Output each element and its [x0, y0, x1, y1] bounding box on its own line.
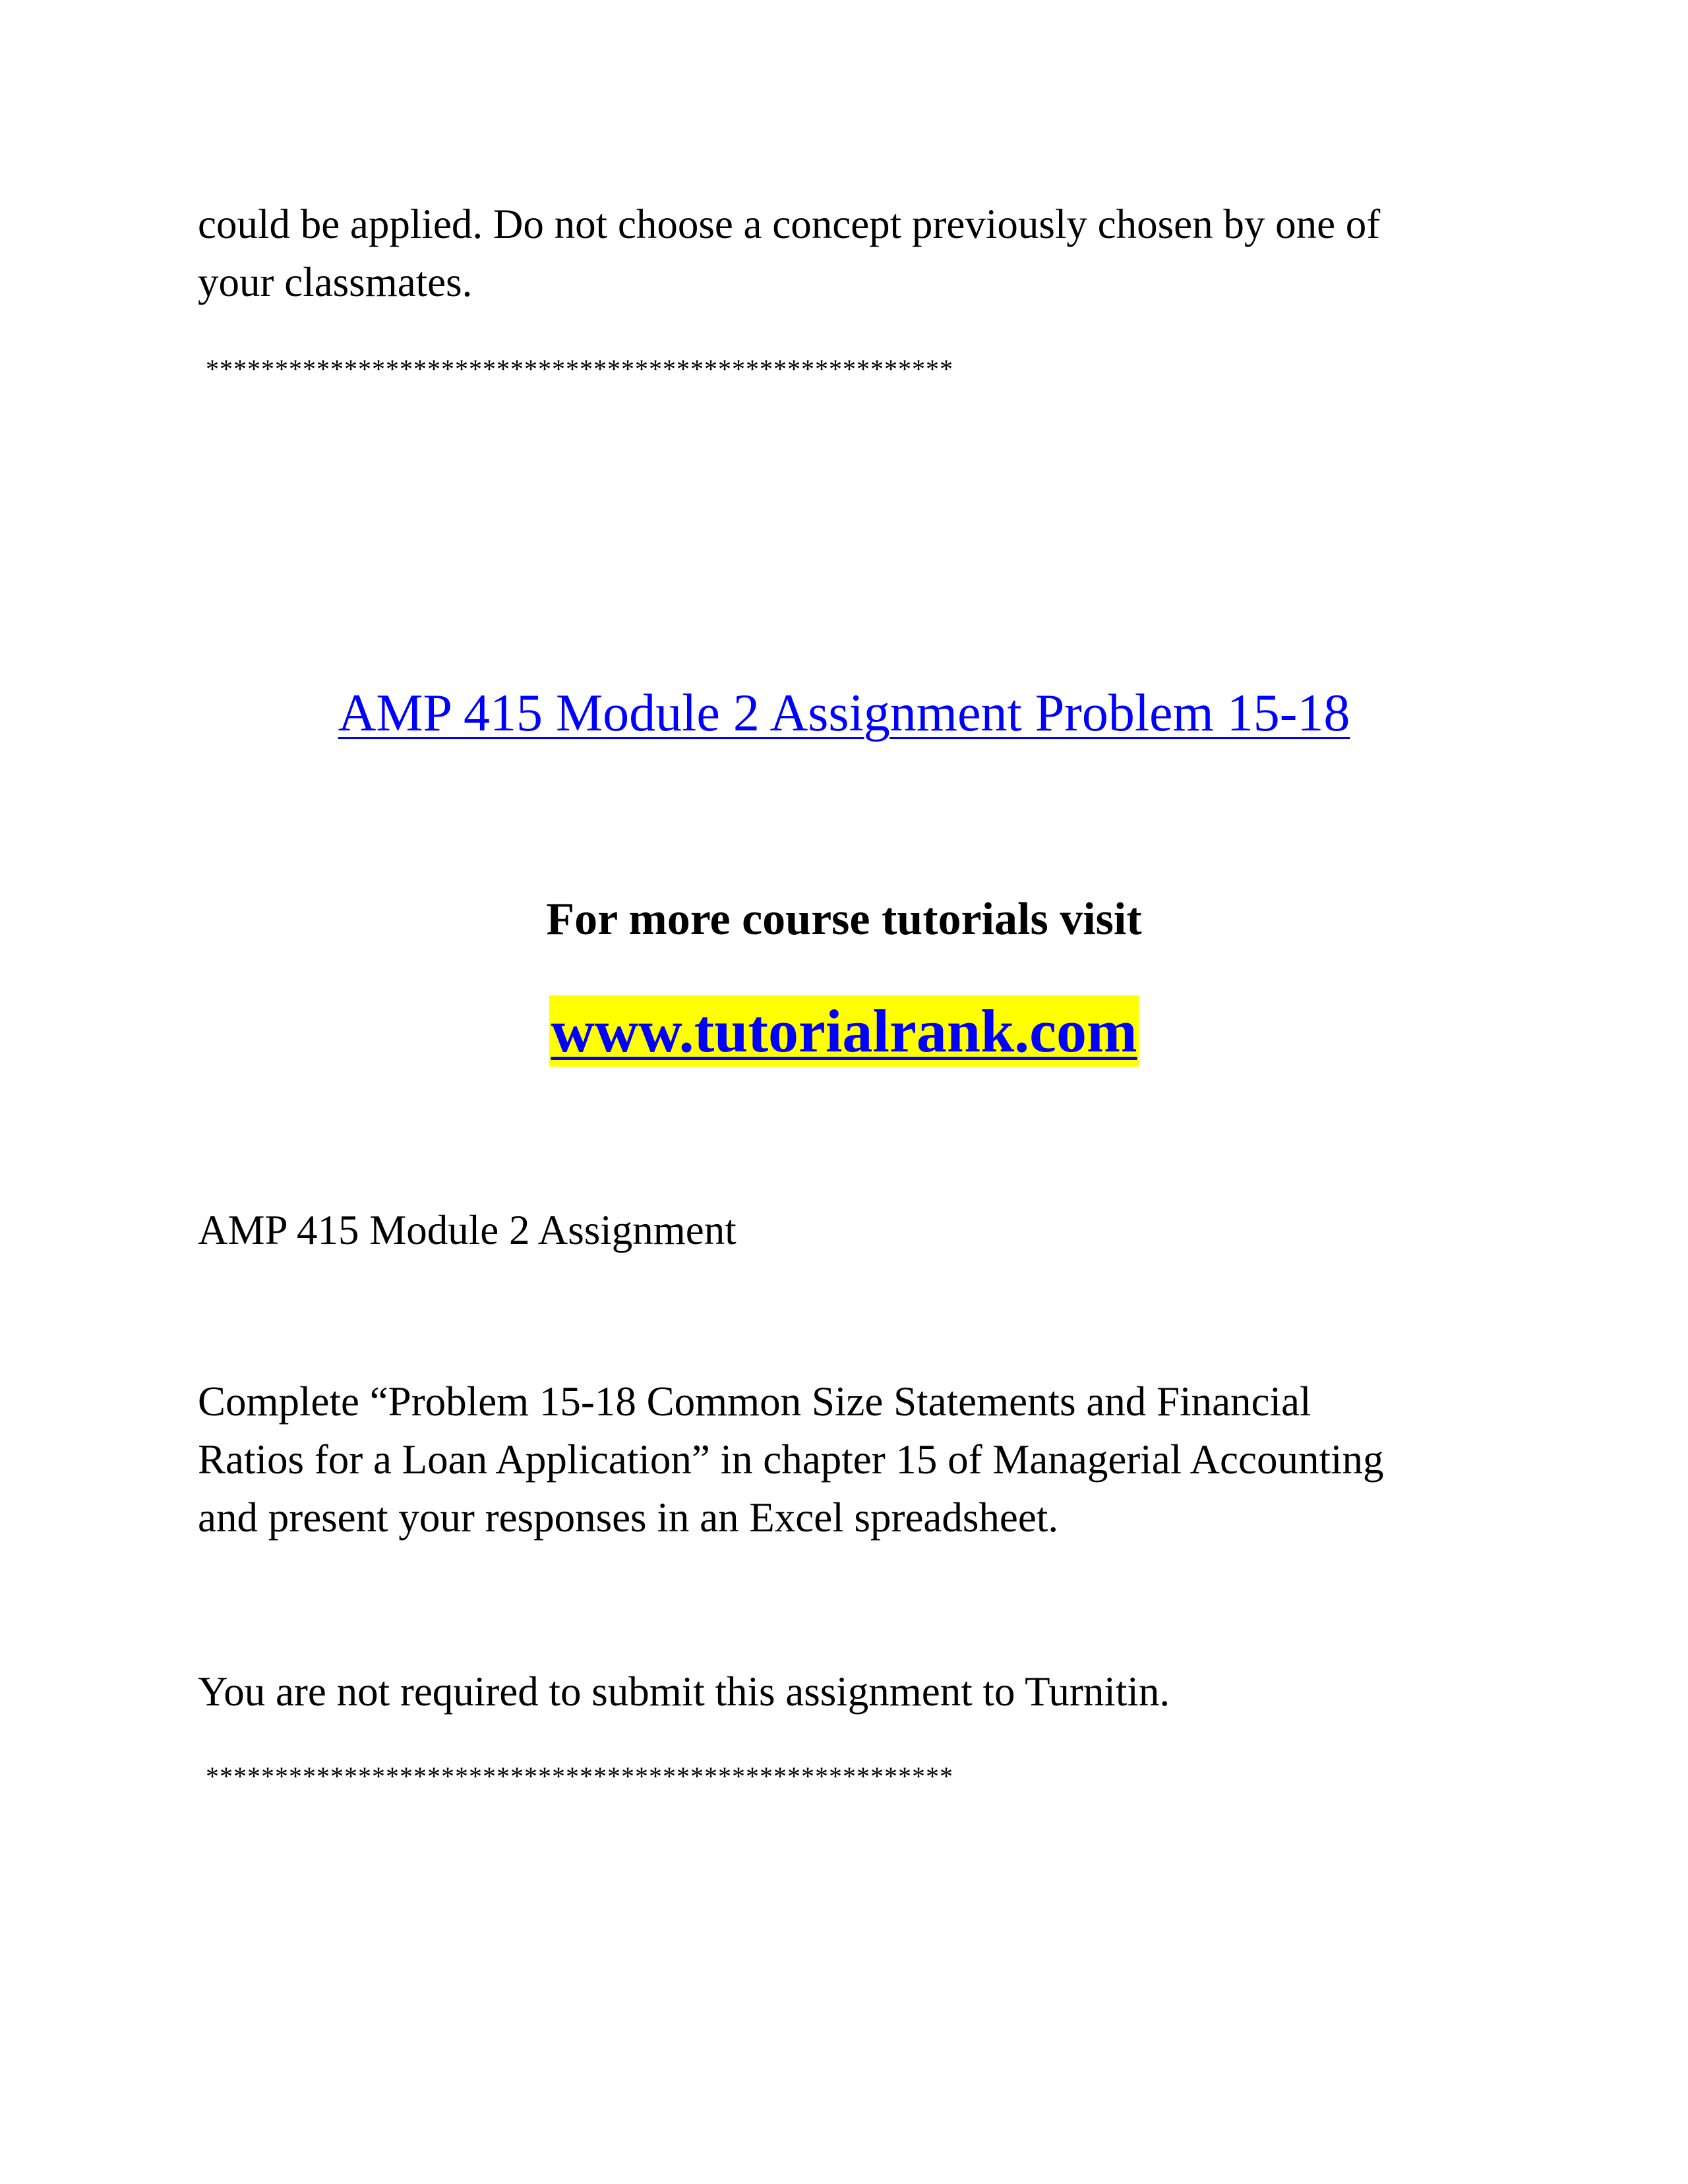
turnitin-note: You are not required to submit this assignment to Turnitin.	[198, 1668, 1170, 1715]
instructions-paragraph	[198, 1372, 1490, 1547]
title-link[interactable]: AMP 415 Module 2 Assignment Problem 15-18	[338, 684, 1350, 742]
intro-line: could be applied. Do not choose a concept previously chosen by one of	[198, 201, 1381, 247]
assignment-name: AMP 415 Module 2 Assignment	[198, 1207, 737, 1253]
promo-url-link[interactable]: www.tutorialrank.com	[549, 995, 1138, 1067]
separator-top: ******************************************************	[206, 354, 953, 384]
instructions-line: Complete “Problem 15-18 Common Size Statements and Financial	[198, 1378, 1311, 1425]
intro-paragraph	[198, 195, 1490, 311]
instructions-line: Ratios for a Loan Application” in chapter 15 of Managerial Accounting	[198, 1436, 1384, 1483]
promo-url-row	[0, 995, 1688, 1067]
separator-bottom: ******************************************************	[206, 1761, 953, 1791]
promo-heading: For more course tutorials visit	[546, 894, 1142, 945]
instructions-line: and present your responses in an Excel spreadsheet.	[198, 1494, 1059, 1541]
intro-line: your classmates.	[198, 259, 473, 305]
title-row	[0, 680, 1688, 746]
